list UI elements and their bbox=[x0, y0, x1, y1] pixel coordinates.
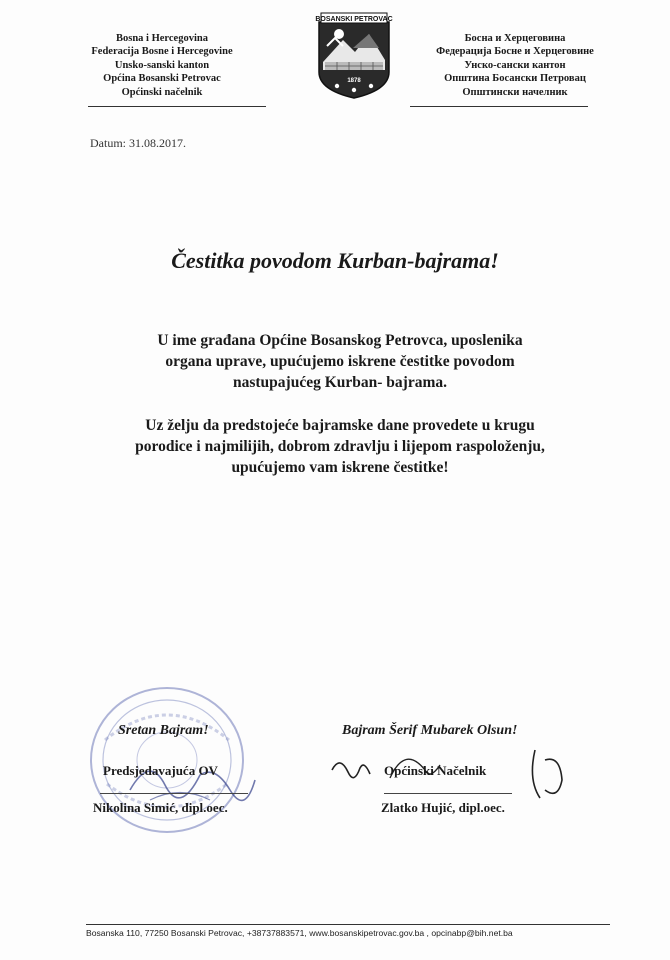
emblem-year: 1878 bbox=[347, 78, 361, 84]
header-cyrillic-line: Федерација Босне и Херцеговине bbox=[436, 46, 594, 58]
header-cyrillic-line: Босна и Херцеговина bbox=[464, 33, 566, 44]
signatory-name-right: Zlatko Hujić, dipl.oec. bbox=[381, 800, 505, 815]
emblem-label: BOSANSKI PETROVAC bbox=[315, 16, 393, 23]
header-latin-line: Općinski načelnik bbox=[121, 86, 203, 98]
document-date: Datum: 31.08.2017. bbox=[90, 136, 186, 150]
paragraph-line: porodice i najmilijih, dobrom zdravlju i lijepom raspoloženju, bbox=[135, 438, 545, 455]
signatory-role-right: Općinski Načelnik bbox=[384, 763, 487, 778]
paragraph-1 bbox=[60, 330, 620, 393]
signature-line-right bbox=[384, 793, 512, 794]
paragraph-line: nastupajućeg Kurban- bajrama. bbox=[232, 374, 447, 391]
signature-line-left bbox=[100, 793, 248, 794]
paragraph-line: organa uprave, upućujemo iskrene čestitke povodom bbox=[165, 353, 515, 370]
header-divider-right bbox=[410, 106, 588, 107]
header-latin-line: Federacija Bosne i Hercegovine bbox=[91, 46, 233, 58]
header-cyrillic-line: Општина Босански Петровац bbox=[444, 73, 586, 85]
signatory-role-left: Predsjedavajuća OV bbox=[103, 763, 218, 778]
municipality-emblem-icon bbox=[313, 10, 395, 100]
header-latin-line: Bosna i Hercegovina bbox=[116, 33, 208, 44]
header-divider-left bbox=[88, 106, 266, 107]
header-latin-line: Unsko-sanski kanton bbox=[114, 59, 210, 71]
header-latin-line: Općina Bosanski Petrovac bbox=[103, 73, 221, 85]
footer-contact: Bosanska 110, 77250 Bosanski Petrovac, +38737883571, www.bosanskipetrovac.gov.ba , opcinabp@bih.net.ba bbox=[86, 928, 513, 938]
paragraph-line: upućujemo vam iskrene čestitke! bbox=[231, 459, 449, 476]
paragraph-line: Uz želju da predstojeće bajramske dane provedete u krugu bbox=[145, 417, 535, 434]
header-cyrillic-line: Општински начелник bbox=[462, 86, 568, 98]
letter-title: Čestitka povodom Kurban-bajrama! bbox=[171, 248, 499, 273]
signatory-name-left: Nikolina Simić, dipl.oec. bbox=[93, 800, 228, 815]
greeting-left: Sretan Bajram! bbox=[118, 723, 209, 738]
paragraph-line: U ime građana Općine Bosanskog Petrovca, uposlenika bbox=[157, 332, 523, 349]
footer-divider bbox=[86, 924, 610, 925]
greeting-right: Bajram Šerif Mubarek Olsun! bbox=[342, 723, 518, 738]
paragraph-2 bbox=[60, 415, 620, 478]
header-cyrillic-line: Унско-сански кантон bbox=[464, 59, 566, 71]
header-cyrillic bbox=[405, 32, 625, 99]
header-latin bbox=[52, 32, 272, 99]
